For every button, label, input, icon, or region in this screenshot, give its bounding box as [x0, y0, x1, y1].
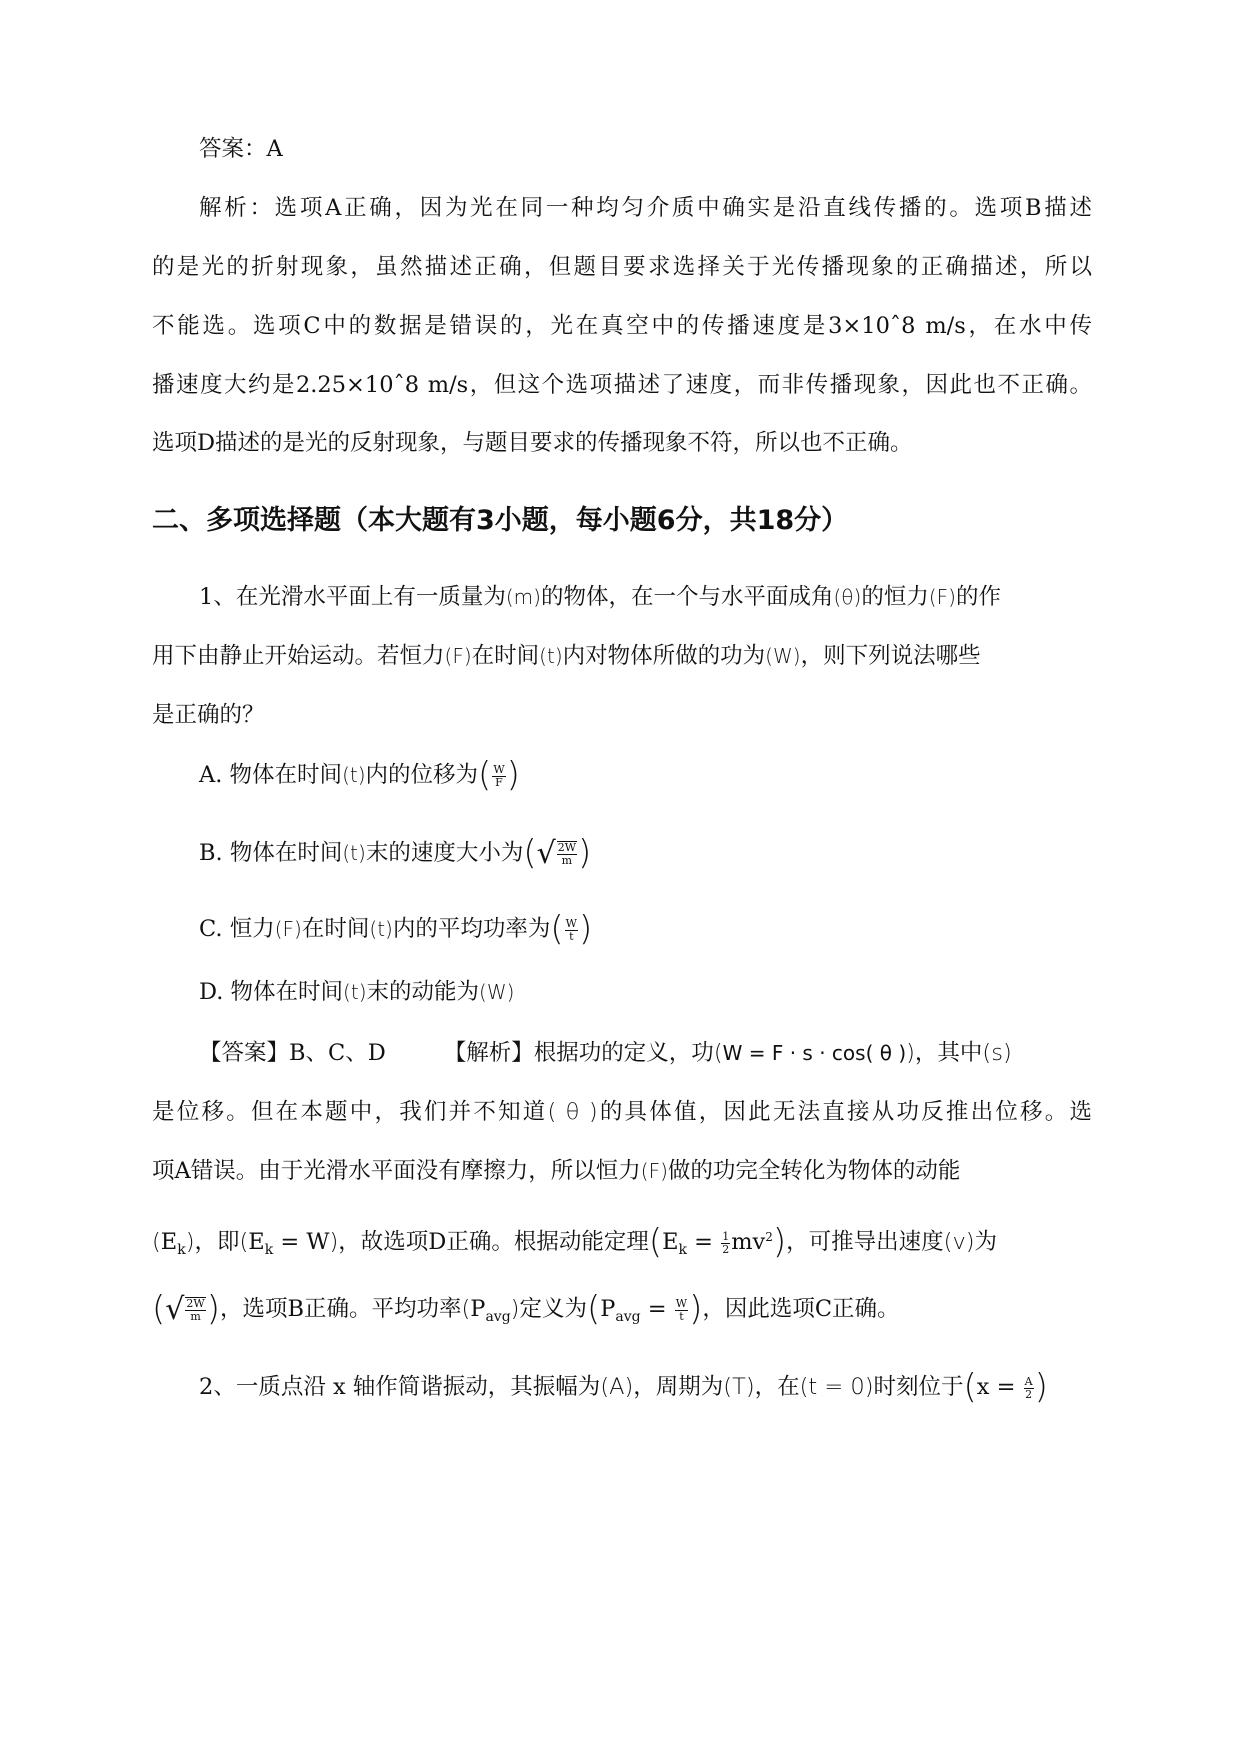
option-b: B. 物体在时间(t)末的速度大小为(√ $\frac{2W}{m}$ ) [199, 833, 592, 873]
q1-answer-line-2: 是位移。但在本题中，我们并不知道( θ )的具体值，因此无法直接从功反推出位移。选 [152, 1099, 1092, 1125]
q1-line-1 [199, 582, 1139, 612]
fraction-a-over-2: $\frac{A}{2}$ [1024, 1374, 1033, 1401]
var-m: (m) [505, 585, 541, 609]
analysis-line-1: 解析：选项A正确，因为光在同一种均匀介质中确实是沿直线传播的。选项B描述 [199, 195, 1092, 221]
q1-answer-line-3: 项A错误。由于光滑水平面没有摩擦力，所以恒力(F)做的功完全转化为物体的动能 [152, 1158, 961, 1184]
q1-text: ，则下列说法哪些 [800, 643, 981, 669]
analysis-line-5: 选项D描述的是光的反射现象，与题目要求的传播现象不符，所以也不正确。 [152, 430, 913, 456]
answer-label: 【答案】B、C、D [199, 1040, 386, 1066]
q1-line-2 [152, 641, 1092, 671]
option-d: D. 物体在时间(t)末的动能为(W) [199, 979, 515, 1005]
option-c: C. 恒力(F)在时间(t)内的平均功率为( $\frac{W}{t}$ ) [199, 909, 593, 949]
section-heading: 二、多项选择题（本大题有3小题，每小题6分，共18分） [152, 505, 849, 536]
q1-line-3: 是正确的？ [152, 702, 265, 728]
q1-text: 的作 [955, 584, 1001, 610]
fraction-w-over-f: $\frac{W}{F}$ [493, 762, 505, 789]
var-theta: (θ) [833, 585, 862, 609]
var-W: (W) [765, 644, 801, 668]
analysis-line-2: 的是光的折射现象，虽然描述正确，但题目要求选择关于光传播现象的正确描述，所以 [152, 254, 1092, 280]
var-t: (t) [539, 644, 563, 668]
q2-line-1: 2、一质点沿 x 轴作简谐振动，其振幅为(A)，周期为(T)，在(t = 0)时刻位于(x = $\frac{A}{2}$ ) [199, 1367, 1048, 1407]
previous-answer: 答案：A [199, 136, 283, 162]
q1-text: 用下由静止开始运动。若恒力 [152, 643, 445, 669]
option-a: A. 物体在时间(t)内的位移为( $\frac{W}{F}$ ) [199, 755, 520, 795]
q1-text: 在时间 [471, 643, 540, 669]
q1-text: 内对物体所做的功为 [562, 643, 766, 669]
fraction-2w-over-m: $\frac{2W}{m}$ [186, 1297, 205, 1323]
analysis-line-4: 播速度大约是2.25×10ˆ8 m/s，但这个选项描述了速度，而非传播现象，因此也不正确。 [152, 372, 1092, 398]
var-F: (F) [928, 585, 956, 609]
analysis-label: 【解析】根据功的定义，功 [443, 1040, 714, 1066]
fraction-w-over-t: $\frac{W}{t}$ [565, 916, 577, 943]
q1-answer-line-1: 【答案】B、C、D 【解析】根据功的定义，功(W = F · s · cos( θ ))，其中(s) [199, 1040, 1012, 1066]
q1-text: 的物体，在一个与水平面成角 [540, 584, 834, 610]
q1-answer-line-4: $(E_k)$，即$(E_k = W)$，故选项D正确。根据动能定理($E_k$ = $\frac{1}{2}$ $mv^2$)，可推导出速度(v)为 [152, 1222, 998, 1262]
q1-text: 的恒力 [861, 584, 929, 610]
q1-answer-line-5: (√ $\frac{2W}{m}$ )，选项B正确。平均功率$(P_{avg})$定义为($P_{avg}$ = $\frac{W}{t}$ )，因此选项C正确。 [152, 1289, 900, 1329]
work-formula: W = F · s · cos( θ ) [722, 1041, 907, 1065]
fraction-one-half: $\frac{1}{2}$ [722, 1229, 730, 1256]
fraction-w-over-t: $\frac{W}{t}$ [675, 1296, 688, 1323]
fraction-2w-over-m: $\frac{2W}{m}$ [557, 841, 577, 867]
q1-text: 1、在光滑水平面上有一质量为 [199, 584, 506, 610]
analysis-line-3: 不能选。选项C中的数据是错误的，光在真空中的传播速度是3×10ˆ8 m/s，在水中传 [152, 313, 1092, 339]
sqrt-symbol: √ [536, 836, 556, 871]
var-F: (F) [444, 644, 472, 668]
